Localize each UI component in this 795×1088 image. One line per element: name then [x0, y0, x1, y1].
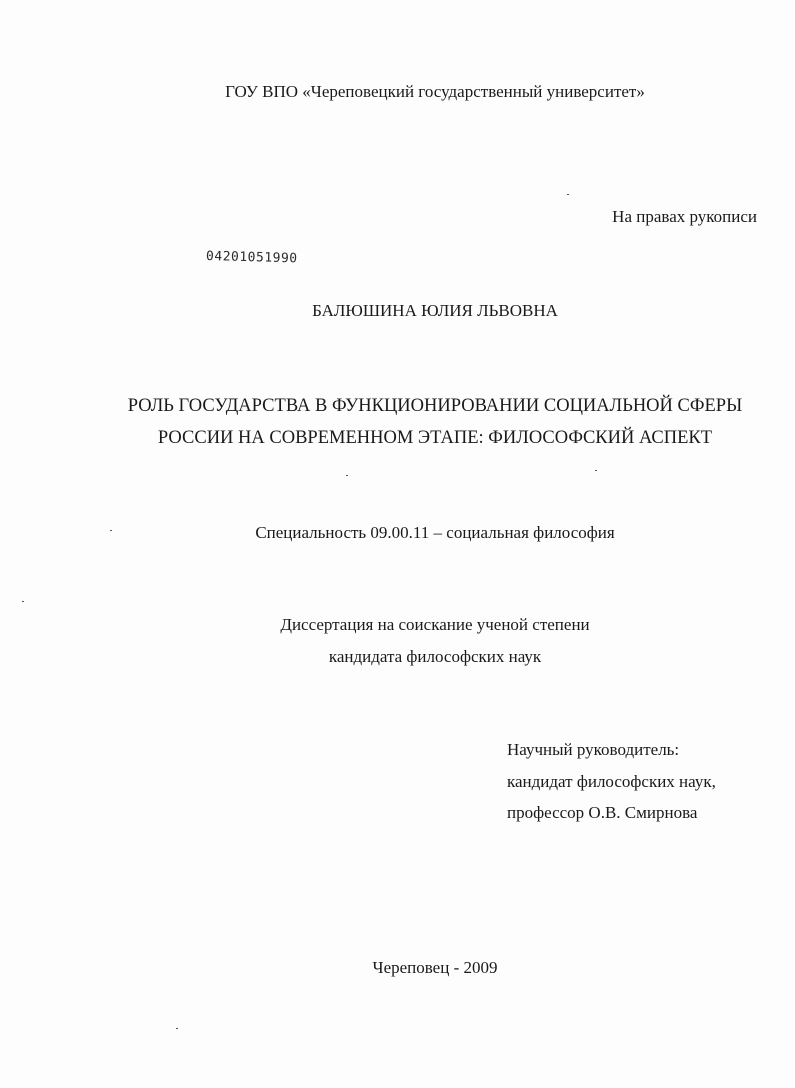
registration-stamp: 04201051990	[205, 249, 298, 267]
scan-speck	[110, 530, 112, 531]
supervisor-degree: кандидат философских наук,	[507, 772, 716, 791]
city-year: Череповец - 2009	[372, 958, 498, 977]
dissertation-title-line-1: РОЛЬ ГОСУДАРСТВА В ФУНКЦИОНИРОВАНИИ СОЦИАЛЬНОЙ СФЕРЫ	[127, 396, 743, 416]
author-name: БАЛЮШИНА ЮЛИЯ ЛЬВОВНА	[312, 301, 558, 320]
scan-speck	[595, 470, 597, 471]
specialty-line: Специальность 09.00.11 – социальная философия	[255, 523, 615, 542]
scan-speck	[567, 194, 569, 195]
scan-speck	[346, 475, 348, 476]
supervisor-label: Научный руководитель:	[507, 740, 680, 759]
degree-line-2: кандидата философских наук	[328, 647, 542, 666]
institution-name: ГОУ ВПО «Череповецкий государственный университет»	[225, 82, 645, 101]
scan-speck	[22, 601, 24, 602]
dissertation-title-line-2: РОССИИ НА СОВРЕМЕННОМ ЭТАПЕ: ФИЛОСОФСКИЙ АСПЕКТ	[157, 428, 713, 448]
scan-speck	[176, 1028, 178, 1029]
degree-line-1: Диссертация на соискание ученой степени	[280, 615, 590, 634]
manuscript-rights-note: На правах рукописи	[612, 207, 757, 226]
supervisor-name: профессор О.В. Смирнова	[507, 803, 698, 822]
